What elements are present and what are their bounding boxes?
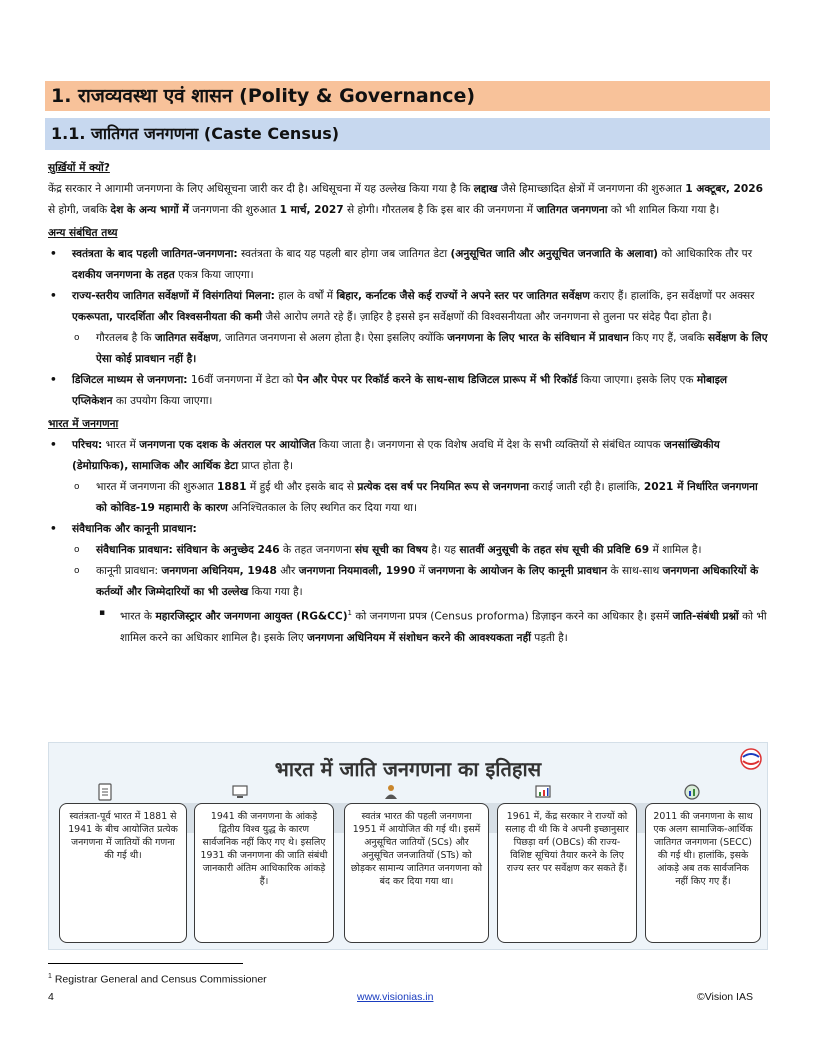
list-item: • राज्य-स्तरीय जातिगत सर्वेक्षणों में विसंगतियां मिलना: हाल के वर्षों में बिहार, कर्नाटक जैसे कई राज्यों ने अपने स्तर पर जातिगत सर्वेक्षण कराए हैं। हालांकि, इन सर्वेक्षणों पर अक्सर एकरूपता, पारदर्शिता और विश्वसनीयता की कमी जैसे आरोप लगते रहे हैं। ज़ाहिर है इससे इन सर्वेक्षणों की विश्वसनीयता और जनगणना से तुलना पर संदेह पैदा होता है।: [48, 286, 770, 328]
list-item: ▪ भारत के महारजिस्ट्रार और जनगणना आयुक्त (RG&CC)$^1$ को जनगणना प्रपत्र (Census proforma) डिज़ाइन करने का अधिकार है। इसमें जाति-संबंधी प्रश्नों को भी शामिल करने का अधिकार शामिल है। इसके लिए जनगणना अधिनियम में संशोधन करने की आवश्यकता नहीं पड़ती है।: [48, 603, 770, 649]
logo-icon: [739, 747, 763, 771]
footnote: $^1$ Registrar General and Census Commissioner: [48, 973, 267, 986]
list-item: o कानूनी प्रावधान: जनगणना अधिनियम, 1948 और जनगणना नियमावली, 1990 में जनगणना के आयोजन के लिए कानूनी प्रावधान के साथ-साथ जनगणना अधिकारियों के कर्तव्यों और जिम्मेदारियों का भी उल्लेख किया गया है।: [48, 561, 770, 603]
article-body: [48, 158, 770, 649]
list-item: • डिजिटल माध्यम से जनगणना: 16वीं जनगणना में डेटा को पेन और पेपर पर रिकॉर्ड करने के साथ-साथ डिजिटल प्रारूप में भी रिकॉर्ड किया जाएगा। इसके लिए एक मोबाइल एप्लिकेशन का उपयोग किया जाएगा।: [48, 370, 770, 412]
section-heading: 1. राजव्यवस्था एवं शासन (Polity & Governance): [45, 81, 770, 111]
people-icon: [382, 783, 400, 801]
document-icon: [96, 783, 114, 801]
infographic-title: भारत में जाति जनगणना का इतिहास: [274, 757, 542, 781]
website-link[interactable]: www.visionias.in: [357, 991, 434, 1003]
timeline-card: 1961 में, केंद्र सरकार ने राज्यों को सलाह दी थी कि वे अपनी इच्छानुसार पिछड़ा वर्ग (OBCs) की राज्य-विशिष्ट सूचियां तैयार करने के लिए राज्य स्तर पर सर्वेक्षण कर सकते हैं।: [497, 803, 637, 943]
globe-chart-icon: [683, 783, 701, 801]
timeline-card: स्वतंत्र भारत की पहली जनगणना 1951 में आयोजित की गई थी। इसमें अनुसूचित जातियों (SCs) और अनुसूचित जनजातियों (STs) को छोड़कर सामान्य जातिगत जनगणना को बंद कर दिया गया था।: [344, 803, 489, 943]
why-news-title: सुर्ख़ियों में क्यों?: [48, 162, 110, 174]
list-item: • परिचय: भारत में जनगणना एक दशक के अंतराल पर आयोजित किया जाता है। जनगणना से एक विशेष अवधि में देश के सभी व्यक्तियों से संबंधित व्यापक जनसांख्यिकीय (डेमोग्राफिक), सामाजिक और आर्थिक डेटा प्राप्त होता है।: [48, 435, 770, 477]
list-item: • स्वतंत्रता के बाद पहली जातिगत-जनगणना: स्वतंत्रता के बाद यह पहली बार होगा जब जातिगत डेटा (अनुसूचित जाति और अनुसूचित जनजाति के अलावा) को आधिकारिक तौर पर दशकीय जनगणना के तहत एकत्र किया जाएगा।: [48, 244, 770, 286]
related-facts-list: [48, 244, 770, 412]
related-facts-title: अन्य संबंधित तथ्य: [48, 227, 118, 239]
computer-icon: [231, 783, 249, 801]
list-item: o भारत में जनगणना की शुरुआत 1881 में हुई थी और इसके बाद से प्रत्येक दस वर्ष पर नियमित रूप से जनगणना कराई जाती रही है। हालांकि, 2021 में निर्धारित जनगणना को कोविड-19 महामारी के कारण अनिश्चितकाल के लिए स्थगित कर दिया गया था।: [48, 477, 770, 519]
why-news-paragraph: केंद्र सरकार ने आगामी जनगणना के लिए अधिसूचना जारी कर दी है। अधिसूचना में यह उल्लेख किया गया है कि लद्दाख जैसे हिमाच्छादित क्षेत्रों में जनगणना की शुरुआत 1 अक्टूबर, 2026 से होगी, जबकि देश के अन्य भागों में जनगणना की शुरुआत 1 मार्च, 2027 से होगी। गौरतलब है कि इस बार की जनगणना में जातिगत जनगणना को भी शामिल किया गया है।: [48, 183, 764, 216]
subsection-heading: 1.1. जातिगत जनगणना (Caste Census): [45, 118, 770, 150]
copyright-text: ©Vision IAS: [697, 991, 753, 1003]
chart-board-icon: [534, 783, 552, 801]
census-india-list: [48, 435, 770, 649]
timeline-card: स्वतंत्रता-पूर्व भारत में 1881 से 1941 के बीच आयोजित प्रत्येक जनगणना में जातियों की गणना की गई थी।: [59, 803, 187, 943]
timeline-card: 1941 की जनगणना के आंकड़े द्वितीय विश्व युद्ध के कारण सार्वजनिक नहीं किए गए थे। इसलिए 1931 की जनगणना की जाति संबंधी जानकारी अंतिम आधिकारिक आंकड़े हैं।: [194, 803, 334, 943]
page-number: 4: [48, 991, 54, 1003]
list-item: o संवैधानिक प्रावधान: संविधान के अनुच्छेद 246 के तहत जनगणना संघ सूची का विषय है। यह सातवीं अनुसूची के तहत संघ सूची की प्रविष्टि 69 में शामिल है।: [48, 540, 770, 561]
list-item: o गौरतलब है कि जातिगत सर्वेक्षण, जातिगत जनगणना से अलग होता है। ऐसा इसलिए क्योंकि जनगणना के लिए भारत के संविधान में प्रावधान किए गए हैं, जबकि सर्वेक्षण के लिए ऐसा कोई प्रावधान नहीं है।: [48, 328, 770, 370]
timeline-card: 2011 की जनगणना के साथ एक अलग सामाजिक-आर्थिक जातिगत जनगणना (SECC) की गई थी। हालांकि, इसके आंकड़े अब तक सार्वजनिक नहीं किए गए हैं।: [645, 803, 761, 943]
list-item: • संवैधानिक और कानूनी प्रावधान:: [48, 519, 770, 540]
census-india-title: भारत में जनगणना: [48, 418, 119, 430]
footnote-divider: [48, 963, 243, 964]
caste-census-history-infographic: [48, 742, 768, 950]
